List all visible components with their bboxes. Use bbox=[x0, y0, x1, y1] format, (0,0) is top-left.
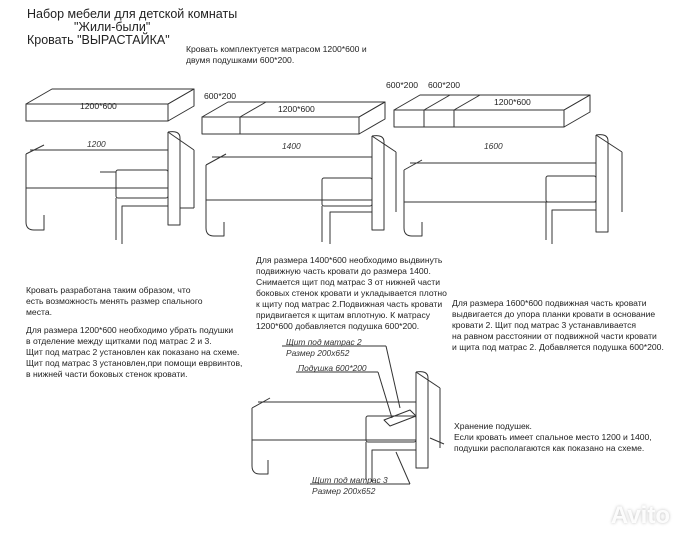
pillow-3a-size-label: 600*200 bbox=[386, 80, 419, 90]
text-storage-2: Если кровать имеет спальное место 1200 и 1400, bbox=[454, 432, 652, 442]
bed-1400-drawing bbox=[206, 136, 396, 244]
mattress-2-size-label: 1200*600 bbox=[278, 104, 315, 114]
avito-logo-icon bbox=[573, 502, 607, 530]
avito-watermark bbox=[573, 502, 670, 530]
intro-note-1: Кровать комплектуется матрасом 1200*600 и bbox=[186, 44, 367, 54]
callout-size-2: Размер 200х652 bbox=[286, 348, 350, 358]
text-1400-7: 1200*600 добавляется подушка 600*200. bbox=[256, 321, 420, 331]
header-line-3: Кровать "ВЫРАСТАЙКА" bbox=[27, 33, 170, 47]
bed-2-length-label: 1400 bbox=[282, 141, 301, 151]
header-line-2: "Жили-были" bbox=[74, 20, 151, 34]
pillow-3b-size-label: 600*200 bbox=[428, 80, 461, 90]
mattress-1-size-label: 1200*600 bbox=[80, 101, 117, 111]
callout-size-3: Размер 200х652 bbox=[312, 486, 376, 496]
text-1200-5: в нижней части боковых стенок кровати. bbox=[26, 369, 188, 379]
text-1400-6: придвигается к щитам вплотную. К матрасу bbox=[256, 310, 431, 320]
callout-pillow: Подушка 600*200 bbox=[298, 363, 367, 373]
avito-watermark-text: Avito bbox=[610, 502, 670, 529]
text-1600-3: кровати 2. Щит под матрас 3 устанавливается bbox=[452, 320, 637, 330]
text-design-3: места. bbox=[26, 307, 52, 317]
callout-shield-2: Щит под матрас 2 bbox=[286, 337, 362, 347]
text-1400-2: подвижную часть кровати до размера 1400. bbox=[256, 266, 431, 276]
text-1200-4: Щит под матрас 3 установлен,при помощи еврвинтов, bbox=[26, 358, 243, 368]
bed-1200-drawing bbox=[26, 132, 194, 244]
text-storage-1: Хранение подушек. bbox=[454, 421, 532, 431]
text-1600-5: и щита под матрас 2. Добавляется подушка 600*200. bbox=[452, 342, 664, 352]
callout-shield-3: Щит под матрас 3 bbox=[312, 475, 388, 485]
header-line-1: Набор мебели для детской комнаты bbox=[27, 7, 238, 21]
intro-note-2: двумя подушками 600*200. bbox=[186, 55, 295, 65]
bed-1-length-label: 1200 bbox=[87, 139, 106, 149]
text-1200-3: Щит под матрас 2 установлен как показано на схеме. bbox=[26, 347, 240, 357]
text-1400-3: Снимается щит под матрас 3 от нижней части bbox=[256, 277, 441, 287]
text-1400-4: боковых стенок кровати и укладывается плотно bbox=[256, 288, 447, 298]
mattress-1600-drawing bbox=[394, 95, 590, 127]
text-1200-1: Для размера 1200*600 необходимо убрать подушки bbox=[26, 325, 234, 335]
bed-3-length-label: 1600 bbox=[484, 141, 503, 151]
pillow-2-size-label: 600*200 bbox=[204, 91, 237, 101]
text-1600-1: Для размера 1600*600 подвижная часть кровати bbox=[452, 298, 647, 308]
text-design-2: есть возможность менять размер спального bbox=[26, 296, 203, 306]
text-design-1: Кровать разработана таким образом, что bbox=[26, 285, 191, 295]
text-storage-3: подушки располагаются как показано на схеме. bbox=[454, 443, 645, 453]
text-1200-2: в отделение между щитками под матрас 2 и 3. bbox=[26, 336, 212, 346]
mattress-3-size-label: 1200*600 bbox=[494, 97, 531, 107]
text-1400-1: Для размера 1400*600 необходимо выдвинуть bbox=[256, 255, 443, 265]
text-1400-5: к щиту под матрас 2.Подвижная часть кровати bbox=[256, 299, 443, 309]
text-1600-2: выдвигается до упора планки кровати в основание bbox=[452, 309, 656, 319]
bed-1600-drawing bbox=[404, 135, 622, 244]
text-1600-4: на равном расстоянии от подвижной части кровати bbox=[452, 331, 657, 341]
